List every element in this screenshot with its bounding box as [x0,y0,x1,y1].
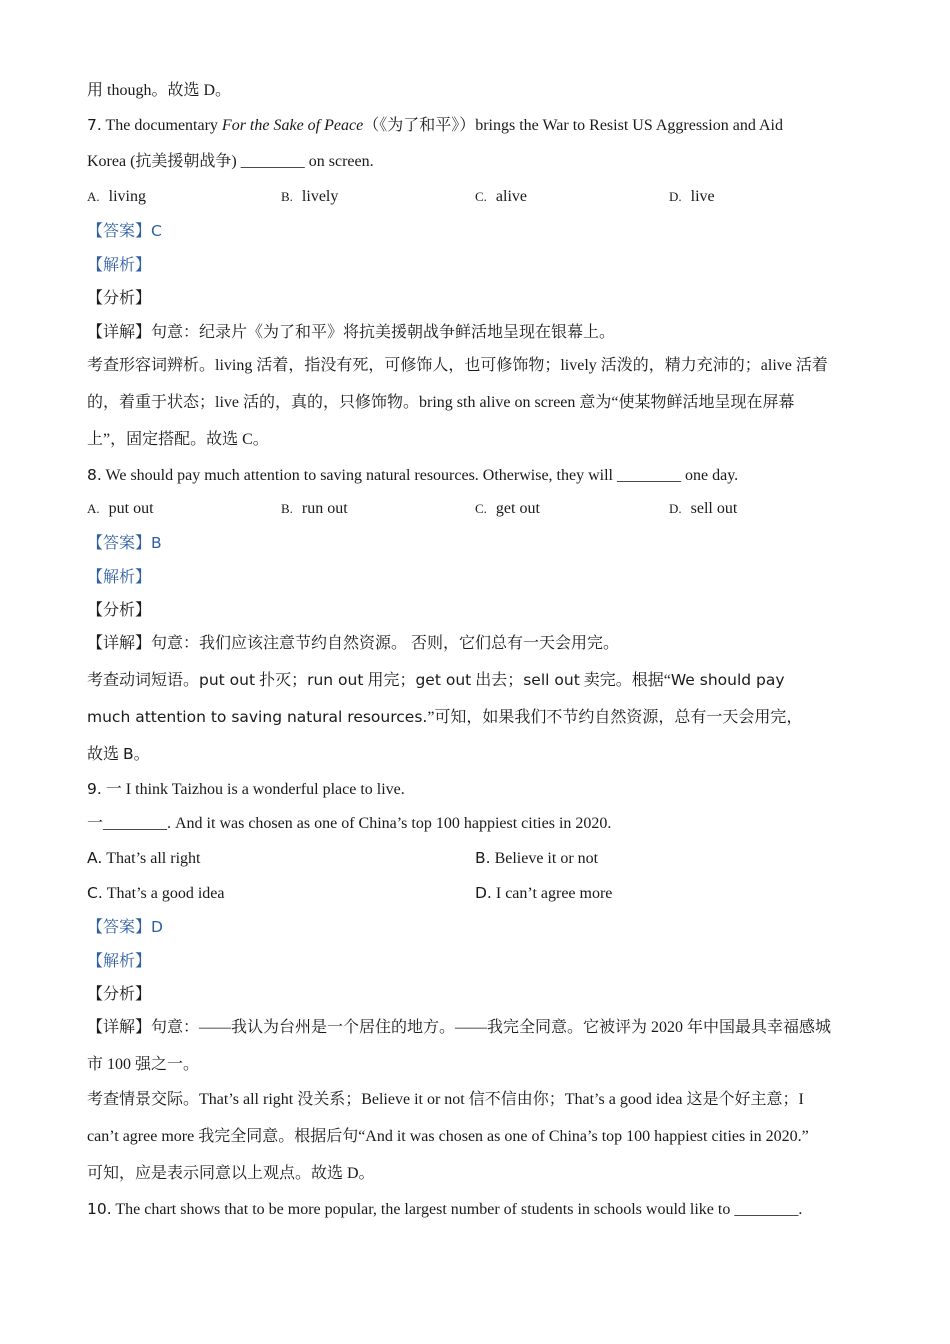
analysis-tag: 【解析】 [87,953,152,970]
explanation-line: 上”，固定搭配。故选 C。 [87,431,269,448]
intro-line: 用 though。故选 D。 [87,82,232,99]
option-a: A. put out [87,500,154,517]
fenxi-tag: 【分析】 [87,602,152,619]
answer-value: B [151,534,162,552]
explanation-line: 考查形容词辨析。living 活着，指没有死，可修饰人，也可修饰物；lively 活泼的，精力充沛的；alive 活着 [87,357,828,374]
explanation-line: can’t agree more 我完全同意。根据后句“And it was chosen as one of China’s top 100 happiest cities in 2020.” [87,1128,809,1145]
fenxi-tag: 【分析】 [87,986,152,1003]
question-7-stem: 7. The documentary For the Sake of Peace（《为了和平》）brings the War to Resist US Aggression and Aid [87,116,783,134]
question-number: 9. [87,780,102,798]
answer-line: 【答案】D [87,918,163,936]
option-a: A. That’s all right [87,849,201,867]
detail-line: 【详解】句意：——我认为台州是一个居住的地方。——我完全同意。它被评为 2020 年中国最具幸福感城 [87,1019,832,1036]
analysis-tag: 【解析】 [87,569,152,586]
explanation-line: 故选 B。 [87,745,150,763]
option-c: C. alive [475,188,528,205]
fenxi-tag: 【分析】 [87,290,152,307]
explanation-line: 考查情景交际。That’s all right 没关系；Believe it or not 信不信由你；That’s a good idea 这是个好主意；I [87,1091,804,1108]
question-9-stem: 9. 一 I think Taizhou is a wonderful place to live. [87,780,405,798]
option-d: D. sell out [669,500,738,517]
detail-line: 【详解】句意：我们应该注意节约自然资源。 否则，它们总有一天会用完。 [87,635,620,652]
option-c: C. get out [475,500,540,517]
analysis-tag: 【解析】 [87,257,152,274]
question-number: 10. [87,1200,112,1218]
answer-value: D [151,918,163,936]
documentary-title: For the Sake of Peace [221,117,364,134]
option-b: B. lively [281,188,339,205]
explanation-line: 考查动词短语。put out 扑灭；run out 用完；get out 出去；sell out 卖完。根据“We should pay [87,671,785,689]
explanation-line: 的，着重于状态；live 活的，真的，只修饰物。bring sth alive on screen 意为“使某物鲜活地呈现在屏幕 [87,394,795,411]
question-8-stem: 8. We should pay much attention to saving natural resources. Otherwise, they will ________ one day. [87,466,739,484]
detail-line: 【详解】句意：纪录片《为了和平》将抗美援朝战争鲜活地呈现在银幕上。 [87,324,616,341]
detail-line-cont: 市 100 强之一。 [87,1056,200,1073]
question-9-stem-line2: 一________. And it was chosen as one of China’s top 100 happiest cities in 2020. [87,815,612,832]
option-b: B. Believe it or not [475,849,599,867]
answer-line: 【答案】C [87,222,162,240]
question-7-stem-line2: Korea (抗美援朝战争) ________ on screen. [87,153,374,170]
option-b: B. run out [281,500,348,517]
explanation-line: much attention to saving natural resources.”可知，如果我们不节约自然资源，总有一天会用完， [87,708,803,726]
explanation-line: 可知，应是表示同意以上观点。故选 D。 [87,1165,375,1182]
option-c: C. That’s a good idea [87,884,225,902]
option-d: D. live [669,188,715,205]
option-d: D. I can’t agree more [475,884,613,902]
question-number: 8. [87,466,102,484]
answer-value: C [151,222,162,240]
option-a: A. living [87,188,146,205]
question-10-stem: 10. The chart shows that to be more popular, the largest number of students in schools would like to ________. [87,1200,803,1218]
answer-line: 【答案】B [87,534,162,552]
question-number: 7. [87,116,102,134]
